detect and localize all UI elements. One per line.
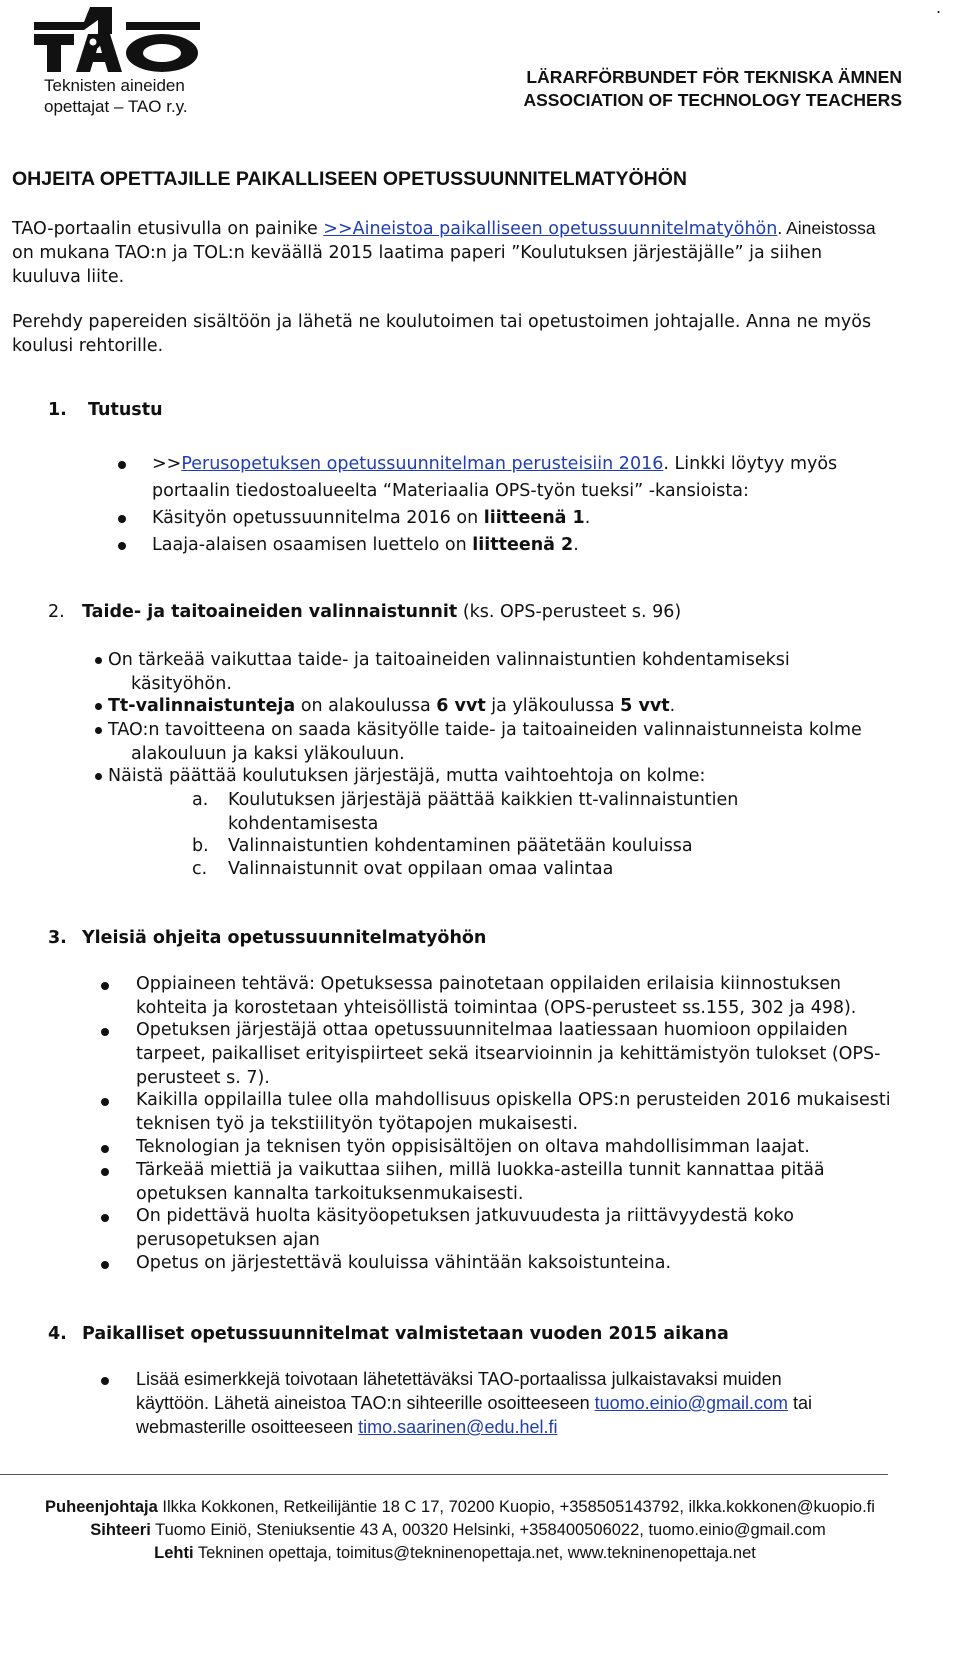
s4-item-1 xyxy=(136,1367,812,1439)
para-2 xyxy=(12,310,942,358)
s4-item-1-line-3 xyxy=(136,1415,812,1439)
s1-item-1 xyxy=(152,452,837,503)
section-2-heading-line xyxy=(82,600,681,624)
s2-option-b: Valinnaistuntien kohdentaminen päätetään kouluissa xyxy=(228,836,693,856)
bullet-icon xyxy=(95,727,102,734)
tao-logo xyxy=(30,4,210,76)
section-2-number: 2. xyxy=(48,602,65,622)
s4-item-1-line-2-post: tai xyxy=(787,1393,812,1413)
logo-subtitle-line-1: Teknisten aineiden xyxy=(44,76,185,95)
bullet-icon xyxy=(118,515,126,523)
s1-item-1-line-1 xyxy=(152,452,837,476)
footer-magazine-text: Tekninen opettaja, toimitus@tekninenopettaja.net, www.tekninenopettaja.net xyxy=(193,1544,756,1562)
s2-item-1-line-2: käsityöhön. xyxy=(131,674,232,694)
bullet-icon xyxy=(118,461,126,469)
s4-item-1-line-3-pre: webmasterille osoitteeseen xyxy=(136,1417,359,1437)
s1-item-3-pre: Laaja-alaisen osaamisen luettelo on xyxy=(152,535,473,555)
bullet-icon xyxy=(101,982,109,990)
perusteet-link[interactable]: Perusopetuksen opetussuunnitelman perusteisiin 2016 xyxy=(181,454,664,474)
section-2-heading-suffix: (ks. OPS-perusteet s. 96) xyxy=(457,602,682,622)
s3-item-1-line-2: kohteita ja korostetaan yhteisöllistä toimintaa (OPS-perusteet ss.155, 302 ja 498). xyxy=(136,998,857,1018)
section-3-number: 3. xyxy=(48,928,67,948)
section-1-number: 1. xyxy=(48,400,67,420)
bullet-icon xyxy=(95,657,102,664)
s4-item-1-line-1: Lisää esimerkkejä toivotaan lähetettäväksi TAO-portaalissa julkaistavaksi muiden xyxy=(136,1369,782,1389)
logo-subtitle xyxy=(44,75,188,117)
s3-item-7: Opetus on järjestettävä kouluissa vähintään kaksoistunteina. xyxy=(136,1253,672,1273)
s3-item-2-line-2: tarpeet, paikalliset erityispiirteet sekä itsearvioinnin ja kehittämistyön tulokset (OPS- xyxy=(136,1044,881,1064)
s2-item-1 xyxy=(108,648,790,696)
section-2-heading: Taide- ja taitoaineiden valinnaistunnit xyxy=(82,602,458,622)
footer-secretary xyxy=(0,1519,960,1542)
s3-item-4: Teknologian ja teknisen työn oppisisältöjen on oltava mahdollisimman laajat. xyxy=(136,1137,810,1157)
s1-item-2-pre: Käsityön opetussuunnitelma 2016 on xyxy=(152,508,484,528)
s3-item-5-line-2: opetuksen kannalta tarkoituksenmukaisesti. xyxy=(136,1184,524,1204)
s3-item-5-line-1: Tärkeää miettiä ja vaikuttaa siihen, millä luokka-asteilla tunnit kannattaa pitää xyxy=(136,1160,825,1180)
s2-option-b-label: b. xyxy=(192,836,209,856)
bullet-icon xyxy=(95,773,102,780)
bullet-icon xyxy=(101,1377,109,1385)
bullet-icon xyxy=(101,1098,109,1106)
s2-option-a-label: a. xyxy=(192,790,209,810)
footer-magazine xyxy=(0,1542,960,1565)
secretary-email-link[interactable]: tuomo.einio@gmail.com xyxy=(594,1393,788,1413)
s1-item-1-post: . Linkki löytyy myös xyxy=(663,454,838,474)
bullet-icon xyxy=(95,703,102,710)
org-name-sv: LÄRARFÖRBUNDET FÖR TEKNISKA ÄMNEN xyxy=(526,67,902,87)
s3-item-2 xyxy=(136,1018,880,1090)
bullet-icon xyxy=(118,542,126,550)
section-1-heading: Tutustu xyxy=(88,400,163,420)
intro-line-1 xyxy=(12,216,942,241)
s1-item-2 xyxy=(152,506,590,530)
footer-chairman-label: Puheenjohtaja xyxy=(45,1498,158,1516)
intro-paragraph xyxy=(12,216,942,289)
s1-item-2-bold: liitteenä 1 xyxy=(483,508,585,528)
s3-item-6-line-2: perusopetuksen ajan xyxy=(136,1230,320,1250)
s3-item-2-line-1: Opetuksen järjestäjä ottaa opetussuunnitelmaa laatiessaan huomioon oppilaiden xyxy=(136,1020,848,1040)
s2-item-2-bold-3: 5 vvt xyxy=(620,696,670,716)
s1-item-2-post: . xyxy=(584,508,591,528)
bullet-icon xyxy=(101,1168,109,1176)
intro-line-2: on mukana TAO:n ja TOL:n keväällä 2015 laatima paperi ”Koulutuksen järjestäjälle” ja siihen xyxy=(12,243,823,263)
s3-item-6 xyxy=(136,1204,794,1252)
footer-divider xyxy=(0,1474,888,1475)
webmaster-email-link[interactable]: timo.saarinen@edu.hel.fi xyxy=(358,1417,558,1437)
footer-chairman xyxy=(0,1496,960,1519)
corner-dot: . xyxy=(936,0,942,17)
s2-item-1-line-1: On tärkeää vaikuttaa taide- ja taitoaineiden valinnaistuntien kohdentamiseksi xyxy=(108,650,790,670)
footer-chairman-text: Ilkka Kokkonen, Retkeilijäntie 18 C 17, 70200 Kuopio, +358505143792, ilkka.kokkonen@kuopio.fi xyxy=(157,1498,875,1516)
org-name-en: ASSOCIATION OF TECHNOLOGY TEACHERS xyxy=(523,90,902,110)
s1-item-3 xyxy=(152,533,579,557)
footer-secretary-label: Sihteeri xyxy=(90,1521,151,1539)
s1-item-3-post: . xyxy=(573,535,579,555)
intro-line-3: kuuluva liite. xyxy=(12,267,125,287)
logo-subtitle-line-2: opettajat – TAO r.y. xyxy=(44,97,188,116)
s1-item-3-bold: liitteenä 2 xyxy=(472,535,574,555)
s2-option-c: Valinnaistunnit ovat oppilaan omaa valintaa xyxy=(228,859,614,879)
s4-item-1-line-2 xyxy=(136,1391,812,1415)
footer-magazine-label: Lehti xyxy=(154,1544,194,1562)
s3-item-3-line-1: Kaikilla oppilailla tulee olla mahdollisuus opiskella OPS:n perusteiden 2016 mukaisesti xyxy=(136,1090,891,1110)
s2-item-2-mid-1: on alakoulussa xyxy=(295,696,437,716)
intro-post-link: . Aineistossa xyxy=(777,218,876,238)
s3-item-3-line-2: teknisen työ ja tekstiilityön työtapojen mukaisesti. xyxy=(136,1114,579,1134)
s2-option-a-line-2: kohdentamisesta xyxy=(228,814,379,834)
s2-item-2-bold-1: Tt-valinnaistunteja xyxy=(108,696,296,716)
s2-option-a-line-1: Koulutuksen järjestäjä päättää kaikkien tt-valinnaistuntien xyxy=(228,790,739,810)
intro-pre-link: TAO-portaalin etusivulla on painike xyxy=(12,219,324,239)
s3-item-5 xyxy=(136,1158,825,1206)
s3-item-6-line-1: On pidettävä huolta käsityöopetuksen jatkuvuudesta ja riittävyydestä koko xyxy=(136,1206,794,1226)
org-name xyxy=(523,66,902,112)
bullet-icon xyxy=(101,1261,109,1269)
s2-item-4: Näistä päättää koulutuksen järjestäjä, mutta vaihtoehtoja on kolme: xyxy=(108,766,706,786)
s3-item-1 xyxy=(136,972,856,1020)
page-title: OHJEITA OPETTAJILLE PAIKALLISEEN OPETUSSUUNNITELMATYÖHÖN xyxy=(12,168,687,190)
s3-item-1-line-1: Oppiaineen tehtävä: Opetuksessa painotetaan oppilaiden erilaisia kiinnostuksen xyxy=(136,974,842,994)
para-2-line-2: koulusi rehtorille. xyxy=(12,336,164,356)
bullet-icon xyxy=(101,1214,109,1222)
s1-item-1-pre: >> xyxy=(152,454,182,474)
s2-item-2-end: . xyxy=(669,696,676,716)
para-2-line-1: Perehdy papereiden sisältöön ja lähetä ne koulutoimen tai opetustoimen johtajalle. Anna ne myös xyxy=(12,312,872,332)
s3-item-3 xyxy=(136,1088,891,1136)
s3-item-2-line-3: perusteet s. 7). xyxy=(136,1068,270,1088)
bullet-icon xyxy=(101,1145,109,1153)
bullet-icon xyxy=(101,1028,109,1036)
s2-item-3-line-1: TAO:n tavoitteena on saada käsityölle taide- ja taitoaineiden valinnaistunneista kolme xyxy=(108,720,862,740)
section-3-heading: Yleisiä ohjeita opetussuunnitelmatyöhön xyxy=(82,928,487,948)
s2-option-c-label: c. xyxy=(192,859,208,879)
section-4-heading: Paikalliset opetussuunnitelmat valmistetaan vuoden 2015 aikana xyxy=(82,1324,729,1344)
s2-item-2-mid-2: ja yläkoulussa xyxy=(485,696,621,716)
s2-item-3-line-2: alakouluun ja kaksi yläkouluun. xyxy=(131,744,405,764)
aineistoa-link[interactable]: >>Aineistoa paikalliseen opetussuunnitelmatyöhön xyxy=(323,219,778,239)
footer xyxy=(0,1496,960,1565)
s2-item-2 xyxy=(108,694,675,718)
footer-secretary-text: Tuomo Einiö, Steniuksentie 43 A, 00320 Helsinki, +358400506022, tuomo.einio@gmail.com xyxy=(150,1521,826,1539)
s4-item-1-line-2-pre: käyttöön. Lähetä aineistoa TAO:n sihteerille osoitteeseen xyxy=(136,1393,595,1413)
s2-option-a xyxy=(228,788,738,836)
s2-item-2-bold-2: 6 vvt xyxy=(436,696,486,716)
s1-item-1-line-2: portaalin tiedostoalueelta “Materiaalia OPS-työn tueksi” -kansioista: xyxy=(152,481,749,501)
s2-item-3 xyxy=(108,718,862,766)
section-4-number: 4. xyxy=(48,1324,67,1344)
